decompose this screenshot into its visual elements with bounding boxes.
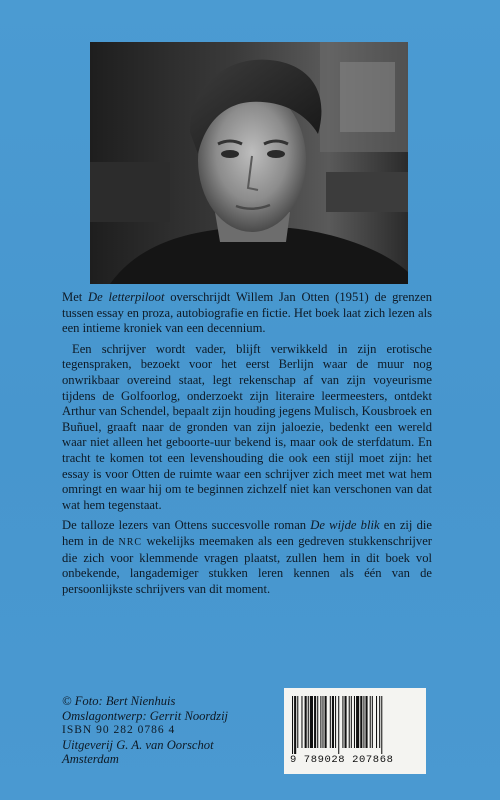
barcode-bar bbox=[351, 696, 352, 748]
barcode-bar bbox=[332, 696, 334, 748]
barcode-bar bbox=[381, 696, 382, 754]
portrait-image bbox=[90, 42, 408, 284]
barcode-digits: 9 789028 207868 bbox=[290, 754, 394, 766]
barcode-bar bbox=[297, 696, 298, 748]
blurb-text bbox=[62, 290, 432, 602]
barcode-bar bbox=[330, 696, 331, 748]
book-title-letterpiloot: De letterpiloot bbox=[88, 290, 165, 304]
barcode-bar bbox=[310, 696, 313, 748]
barcode-bar bbox=[379, 696, 380, 748]
publisher: Uitgeverij G. A. van Oorschot bbox=[62, 737, 214, 752]
barcode-bar bbox=[305, 696, 307, 748]
barcode-bar bbox=[294, 696, 296, 754]
barcode-bar bbox=[349, 696, 350, 748]
barcode-bar bbox=[363, 696, 364, 748]
blurb-paragraph-2: Een schrijver wordt vader, blijft verwikkeld in zijn erotische tegenspraken, bezoekt voor het eerst Berlijn waar de muur nog onwrikbaar overeind staat, legt rekenschap af van zijn voyeurisme tijdens de Golfoorlog, onderzoekt zijn literaire leermeesters, ontdekt Arthur van Schendel, bepaalt zijn houding jegens Mulisch, Kousbroek en Buñuel, graaft naar de gronden van zijn jaloezie, bedenkt een wereld waar niet alleen het geboorte-uur bekend is, maar ook de sterfdatum. En tracht te komen tot een levenshouding die ook een stijl moet zijn: het essay is voor Otten de ruimte waar een schrijver zich meet met wat hem omringt en waar hij om te beginnen zichzelf niet kan verschonen van dat wat hem tegenstaat. bbox=[62, 341, 432, 512]
publisher-city: Amsterdam bbox=[62, 752, 119, 767]
barcode-bar bbox=[360, 696, 362, 748]
photo-credit: © Foto: Bert Nienhuis bbox=[62, 694, 176, 708]
colophon bbox=[62, 694, 282, 767]
barcode-bar bbox=[335, 696, 336, 748]
barcode-bar bbox=[342, 696, 343, 748]
nrc-abbrev: NRC bbox=[118, 536, 143, 548]
barcode-bar bbox=[322, 696, 323, 748]
barcode-bar bbox=[320, 696, 321, 748]
barcode-bars-icon bbox=[292, 696, 418, 754]
book-title-wijde-blik: De wijde blik bbox=[310, 518, 380, 533]
barcode-bar bbox=[338, 696, 339, 754]
cover-design-credit: Omslagontwerp: Gerrit Noordzij bbox=[62, 708, 229, 723]
barcode-bar bbox=[308, 696, 309, 748]
barcode-bar bbox=[370, 696, 371, 748]
barcode-bar bbox=[366, 696, 368, 748]
isbn: ISBN 90 282 0786 4 bbox=[62, 724, 176, 737]
barcode-bar bbox=[325, 696, 327, 748]
barcode-bar bbox=[317, 696, 318, 748]
barcode-bar bbox=[301, 696, 302, 748]
barcode-bar bbox=[292, 696, 293, 754]
barcode-bar bbox=[356, 696, 359, 748]
barcode-bar bbox=[376, 696, 377, 748]
blurb-paragraph-1: Met De letterpiloot overschrijdt Willem Jan Otten (1951) de grenzen tussen essay en proza, autobiografie en fictie. Het boek laat zich lezen als een intieme kroniek van een decennium. bbox=[62, 290, 432, 336]
barcode-bar bbox=[314, 696, 316, 748]
blurb-paragraph-3: De talloze lezers van Ottens succesvolle roman De wijde blik en zij die hem in de NRC wekelijks meemaken als een gedreven stukkenschrijver die zich voor klemmende vragen plaatst, zullen hem in dit boek vol onbekende, langademiger stukken leren kennen als één van de persoonlijkste schrijvers van dit moment. bbox=[62, 518, 433, 596]
barcode bbox=[284, 688, 426, 774]
barcode-bar bbox=[372, 696, 373, 748]
author-photo bbox=[90, 42, 408, 284]
barcode-bar bbox=[354, 696, 355, 748]
barcode-bar bbox=[345, 696, 347, 748]
